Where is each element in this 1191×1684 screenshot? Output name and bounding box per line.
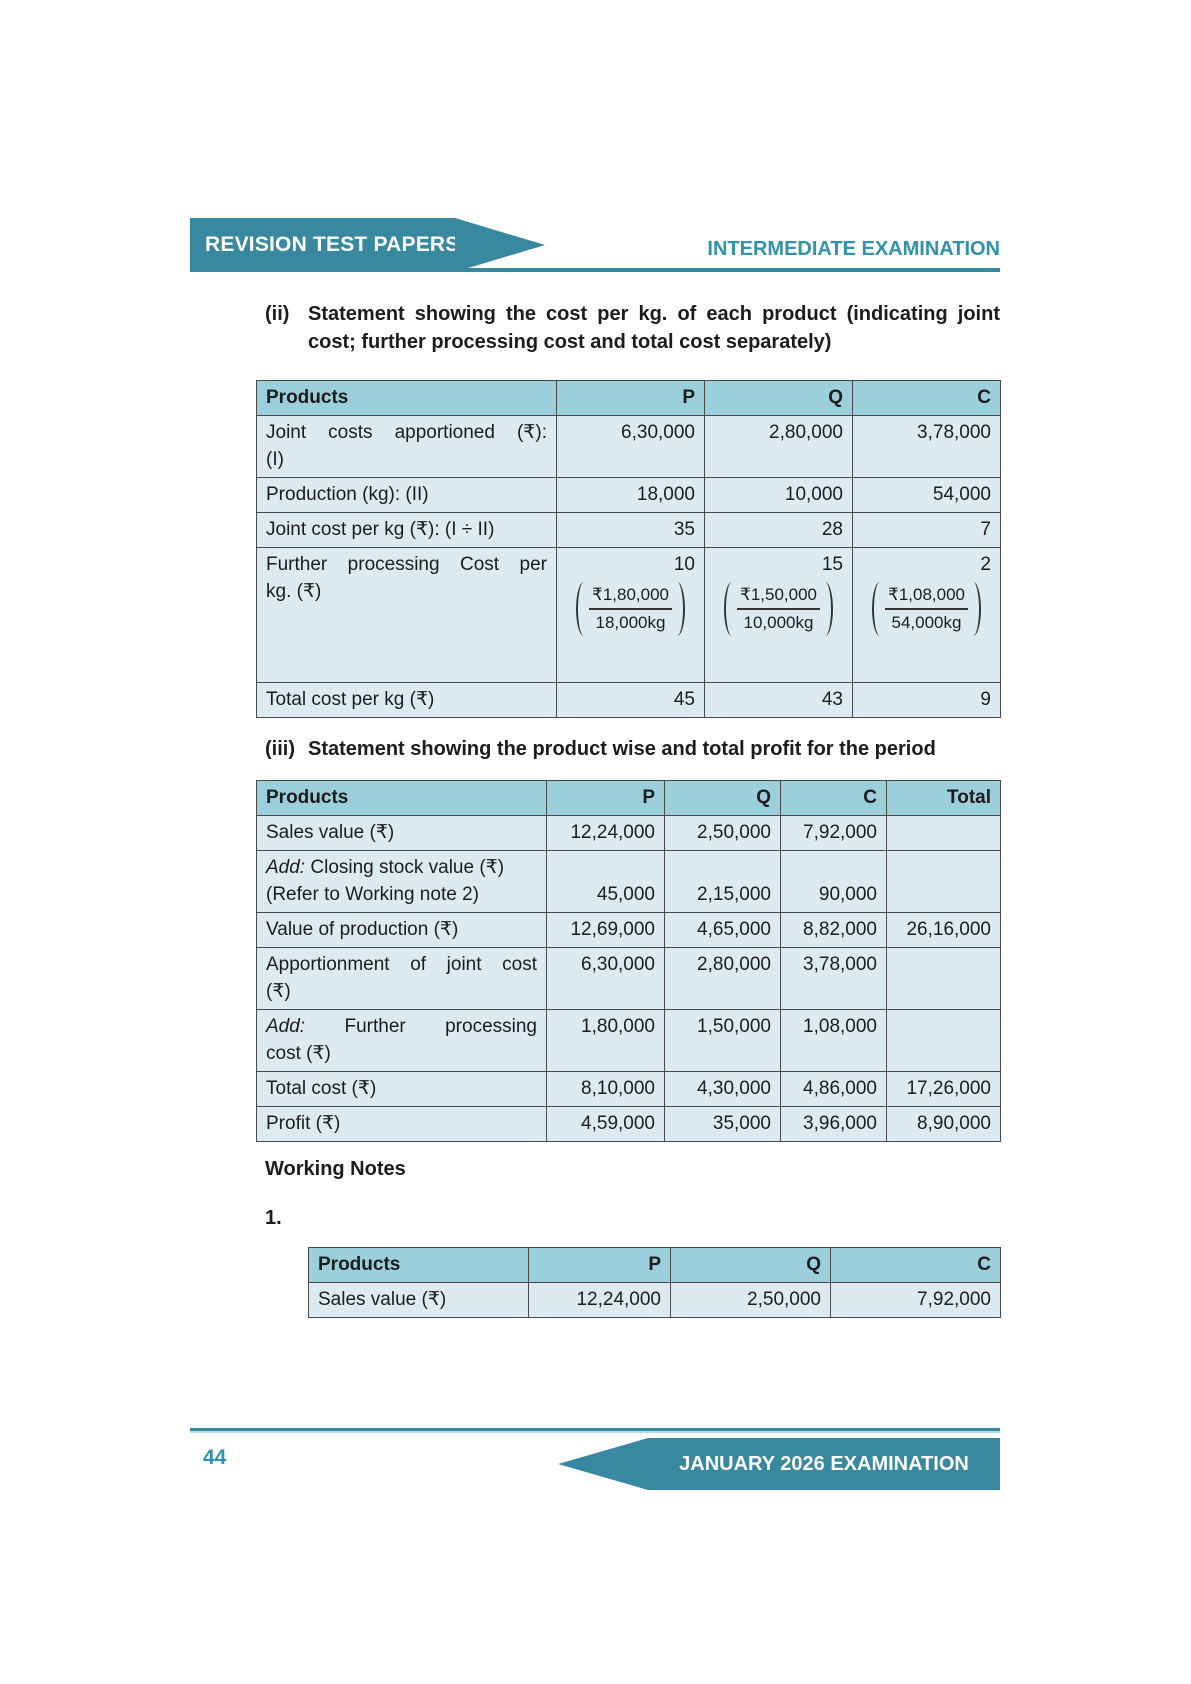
cell-value: 35,000 bbox=[665, 1107, 781, 1142]
fraction-denominator: 10,000kg bbox=[743, 613, 814, 632]
row-label: Total cost per kg (₹) bbox=[257, 683, 557, 718]
header-exam-label: INTERMEDIATE EXAMINATION bbox=[707, 238, 1000, 260]
row-label: Profit (₹) bbox=[257, 1107, 547, 1142]
profit-statement-table bbox=[256, 780, 1001, 1142]
cell-value: 1,08,000 bbox=[781, 1010, 887, 1072]
fraction-numerator: ₹1,08,000 bbox=[885, 583, 968, 610]
row-label: Joint costs apportioned (₹): (I) bbox=[257, 416, 557, 478]
row-label: Total cost (₹) bbox=[257, 1072, 547, 1107]
header-banner bbox=[190, 218, 545, 272]
cell-value: 54,000 bbox=[853, 478, 1001, 513]
cell-value: 45,000 bbox=[547, 851, 665, 913]
column-header-p: P bbox=[547, 781, 665, 816]
row-label: Production (kg): (II) bbox=[257, 478, 557, 513]
cell-value bbox=[887, 948, 1001, 1010]
cell-value: 4,86,000 bbox=[781, 1072, 887, 1107]
table-header-row bbox=[257, 381, 1001, 416]
section-ii-heading bbox=[256, 300, 1000, 356]
cell-value: 45 bbox=[557, 683, 705, 718]
fraction bbox=[714, 582, 843, 636]
cell-value: 3,96,000 bbox=[781, 1107, 887, 1142]
page-number: 44 bbox=[203, 1446, 227, 1469]
cell-value: 2,50,000 bbox=[665, 816, 781, 851]
table-header-row bbox=[309, 1248, 1001, 1283]
cell-value: 1,50,000 bbox=[665, 1010, 781, 1072]
working-notes-heading: Working Notes bbox=[265, 1158, 406, 1180]
cell-value: 7,92,000 bbox=[781, 816, 887, 851]
cell-value: 7 bbox=[853, 513, 1001, 548]
table-row bbox=[257, 416, 1001, 478]
row-label: Add: Further processing cost (₹) bbox=[257, 1010, 547, 1072]
column-header-p: P bbox=[529, 1248, 671, 1283]
cell-value: 3,78,000 bbox=[853, 416, 1001, 478]
cell-value: 2 $\frac{₹1,08,000}{54,000kg}$ bbox=[853, 548, 1001, 683]
cell-value: 2,15,000 bbox=[665, 851, 781, 913]
cell-value: 26,16,000 bbox=[887, 913, 1001, 948]
cell-value: 17,26,000 bbox=[887, 1072, 1001, 1107]
cell-value: 43 bbox=[705, 683, 853, 718]
cell-value: 10 $\frac{₹1,80,000}{18,000kg}$ bbox=[557, 548, 705, 683]
column-header-q: Q bbox=[705, 381, 853, 416]
header-banner-rect bbox=[190, 218, 460, 272]
right-paren-icon bbox=[823, 582, 833, 636]
cell-value bbox=[887, 816, 1001, 851]
footer-banner-arrow-icon bbox=[558, 1438, 648, 1490]
working-note-number: 1. bbox=[265, 1207, 282, 1229]
cell-value: 9 bbox=[853, 683, 1001, 718]
table-row bbox=[257, 478, 1001, 513]
footer-banner-rect bbox=[648, 1438, 1000, 1490]
section-title: Statement showing the product wise and total profit for the period bbox=[308, 738, 936, 760]
header-banner-label: REVISION TEST PAPERS bbox=[205, 233, 460, 256]
section-number: (ii) bbox=[265, 303, 290, 325]
table-row bbox=[257, 548, 1001, 683]
cell-value: 3,78,000 bbox=[781, 948, 887, 1010]
column-header-products: Products bbox=[257, 781, 547, 816]
section-iii-heading bbox=[256, 735, 1000, 763]
cell-value: 28 bbox=[705, 513, 853, 548]
column-header-products: Products bbox=[257, 381, 557, 416]
column-header-c: C bbox=[831, 1248, 1001, 1283]
cell-value: 10,000 bbox=[705, 478, 853, 513]
row-label: Apportionment of joint cost (₹) bbox=[257, 948, 547, 1010]
column-header-products: Products bbox=[309, 1248, 529, 1283]
fraction-denominator: 18,000kg bbox=[595, 613, 666, 632]
row-label: Further processing Cost per kg. (₹) bbox=[257, 548, 557, 683]
column-header-c: C bbox=[781, 781, 887, 816]
column-header-q: Q bbox=[665, 781, 781, 816]
cell-value: 12,24,000 bbox=[529, 1283, 671, 1318]
cell-value: 4,65,000 bbox=[665, 913, 781, 948]
cell-value: 4,30,000 bbox=[665, 1072, 781, 1107]
table-row bbox=[257, 851, 1001, 913]
fraction-denominator: 54,000kg bbox=[891, 613, 962, 632]
right-paren-icon bbox=[675, 582, 685, 636]
cell-value bbox=[887, 851, 1001, 913]
cell-value: 8,90,000 bbox=[887, 1107, 1001, 1142]
footer-divider bbox=[190, 1428, 1000, 1433]
column-header-q: Q bbox=[671, 1248, 831, 1283]
table-row bbox=[257, 1107, 1001, 1142]
row-label: Value of production (₹) bbox=[257, 913, 547, 948]
working-note-1-table bbox=[308, 1247, 1001, 1318]
fraction-numerator: ₹1,80,000 bbox=[589, 583, 672, 610]
cell-value: 12,69,000 bbox=[547, 913, 665, 948]
row-label: Sales value (₹) bbox=[309, 1283, 529, 1318]
row-label: Joint cost per kg (₹): (I ÷ II) bbox=[257, 513, 557, 548]
column-header-total: Total bbox=[887, 781, 1001, 816]
table-row bbox=[257, 1010, 1001, 1072]
row-label: Sales value (₹) bbox=[257, 816, 547, 851]
table-row bbox=[309, 1283, 1001, 1318]
cell-value: 90,000 bbox=[781, 851, 887, 913]
cell-value: 6,30,000 bbox=[547, 948, 665, 1010]
right-paren-icon bbox=[971, 582, 981, 636]
cell-value: 8,82,000 bbox=[781, 913, 887, 948]
cell-value: 2,80,000 bbox=[705, 416, 853, 478]
cell-value: 35 bbox=[557, 513, 705, 548]
fraction bbox=[862, 582, 991, 636]
row-label: Add: Closing stock value (₹) (Refer to Working note 2) bbox=[257, 851, 547, 913]
footer-banner-label: JANUARY 2026 EXAMINATION bbox=[679, 1452, 969, 1475]
table-row bbox=[257, 1072, 1001, 1107]
fraction bbox=[566, 582, 695, 636]
cell-value: 18,000 bbox=[557, 478, 705, 513]
cell-value bbox=[887, 1010, 1001, 1072]
cell-value: 8,10,000 bbox=[547, 1072, 665, 1107]
table-row bbox=[257, 948, 1001, 1010]
table-header-row bbox=[257, 781, 1001, 816]
column-header-c: C bbox=[853, 381, 1001, 416]
header-banner-arrow-icon bbox=[455, 218, 545, 272]
fraction-numerator: ₹1,50,000 bbox=[737, 583, 820, 610]
cost-per-kg-table bbox=[256, 380, 1001, 718]
table-row bbox=[257, 683, 1001, 718]
cell-value: 2,50,000 bbox=[671, 1283, 831, 1318]
left-paren-icon bbox=[576, 582, 586, 636]
footer-banner bbox=[558, 1438, 1000, 1490]
cell-value: 12,24,000 bbox=[547, 816, 665, 851]
left-paren-icon bbox=[724, 582, 734, 636]
section-title: Statement showing the cost per kg. of each product (indicating joint cost; further processing cost and total cost separately) bbox=[308, 303, 1000, 353]
cell-value: 4,59,000 bbox=[547, 1107, 665, 1142]
table-row bbox=[257, 913, 1001, 948]
left-paren-icon bbox=[872, 582, 882, 636]
cell-value: 6,30,000 bbox=[557, 416, 705, 478]
column-header-p: P bbox=[557, 381, 705, 416]
cell-value: 15 $\frac{₹1,50,000}{10,000kg}$ bbox=[705, 548, 853, 683]
cell-value: 7,92,000 bbox=[831, 1283, 1001, 1318]
section-number: (iii) bbox=[265, 738, 295, 760]
page-content bbox=[256, 300, 1000, 1318]
table-row bbox=[257, 816, 1001, 851]
table-row bbox=[257, 513, 1001, 548]
cell-value: 1,80,000 bbox=[547, 1010, 665, 1072]
cell-value: 2,80,000 bbox=[665, 948, 781, 1010]
